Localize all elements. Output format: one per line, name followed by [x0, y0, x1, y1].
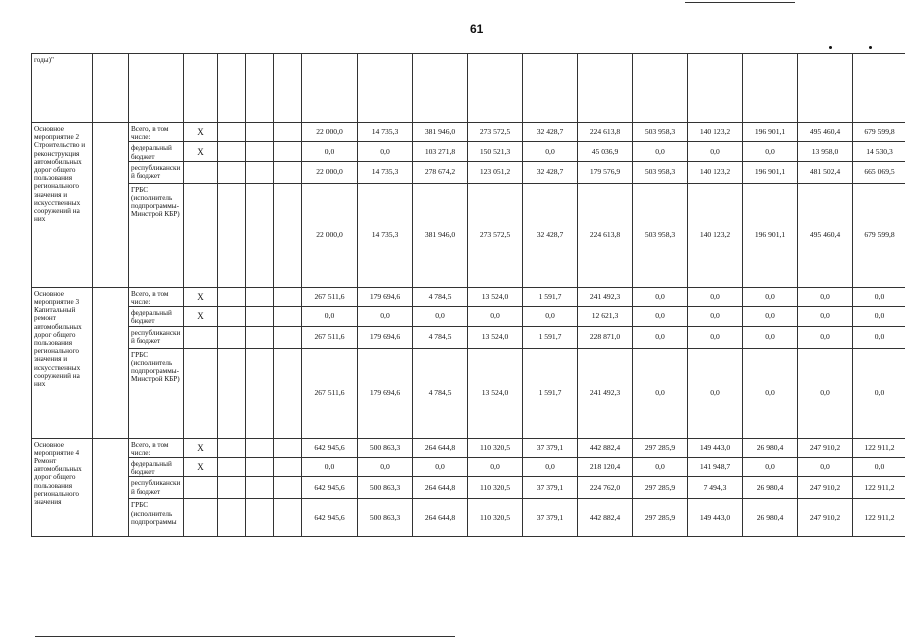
empty-cell [218, 438, 246, 457]
value-cell: 0,0 [633, 348, 688, 438]
x-mark [184, 477, 218, 499]
value-cell: 273 572,5 [468, 183, 523, 287]
value-cell: 442 882,4 [578, 499, 633, 537]
value-cell: 37 379,1 [523, 477, 578, 499]
page-number: 61 [470, 22, 484, 36]
value-cell: 149 443,0 [688, 438, 743, 457]
empty-cell [246, 142, 274, 161]
empty-cell [218, 307, 246, 326]
value-cell: 264 644,8 [413, 477, 468, 499]
value-cell: 4 784,5 [413, 326, 468, 348]
value-cell: 495 460,4 [798, 183, 853, 287]
measure-name: Основное мероприятие 3 Капитальный ремонт автомобильных дорог общего пользования регионального значения и искусственных сооружений на них [32, 287, 93, 438]
measure-name: Основное мероприятие 2 Строительство и реконструкция автомобильных дорог общего пользования регионального значения и искусственных сооружений на них [32, 123, 93, 288]
value-cell: 0,0 [743, 287, 798, 306]
value-cell: 141 948,7 [688, 458, 743, 477]
value-cell: 247 910,2 [798, 499, 853, 537]
value-cell: 264 644,8 [413, 499, 468, 537]
value-cell: 297 285,9 [633, 477, 688, 499]
empty-cell [218, 287, 246, 306]
value-cell: 0,0 [633, 326, 688, 348]
empty-cell [274, 183, 302, 287]
value-cell: 0,0 [853, 348, 905, 438]
scan-dot [869, 46, 872, 49]
empty-cell [274, 458, 302, 477]
value-cell: 37 379,1 [523, 499, 578, 537]
value-cell: 22 000,0 [302, 123, 358, 142]
value-cell: 140 123,2 [688, 183, 743, 287]
value-cell: 224 613,8 [578, 183, 633, 287]
x-mark [184, 499, 218, 537]
value-cell: 442 882,4 [578, 438, 633, 457]
value-cell: 0,0 [413, 307, 468, 326]
value-cell: 12 621,3 [578, 307, 633, 326]
empty-cell [246, 161, 274, 183]
value-cell: 218 120,4 [578, 458, 633, 477]
value-cell: 1 591,7 [523, 348, 578, 438]
empty-cell [218, 458, 246, 477]
table-row [32, 123, 905, 142]
x-mark: X [184, 438, 218, 457]
bottom-rule [35, 636, 455, 637]
value-cell: 0,0 [358, 142, 413, 161]
value-cell: 13 524,0 [468, 287, 523, 306]
value-cell: 0,0 [633, 458, 688, 477]
empty-cell [218, 123, 246, 142]
empty-cell [246, 123, 274, 142]
value-cell: 0,0 [633, 307, 688, 326]
funding-source: федеральный бюджет [129, 142, 184, 161]
value-cell: 45 036,9 [578, 142, 633, 161]
empty-cell [274, 499, 302, 537]
value-cell: 0,0 [523, 458, 578, 477]
value-cell: 297 285,9 [633, 499, 688, 537]
value-cell: 196 901,1 [743, 161, 798, 183]
value-cell: 224 762,0 [578, 477, 633, 499]
value-cell: 500 863,3 [358, 477, 413, 499]
value-cell: 103 271,8 [413, 142, 468, 161]
value-cell: 273 572,5 [468, 123, 523, 142]
value-cell: 32 428,7 [523, 183, 578, 287]
value-cell: 495 460,4 [798, 123, 853, 142]
value-cell: 196 901,1 [743, 123, 798, 142]
value-cell: 381 946,0 [413, 183, 468, 287]
x-mark [184, 348, 218, 438]
value-cell: 500 863,3 [358, 438, 413, 457]
measure-name: Основное мероприятие 4 Ремонт автомобильных дорог общего пользования регионального значения [32, 438, 93, 537]
value-cell: 140 123,2 [688, 161, 743, 183]
value-cell: 22 000,0 [302, 183, 358, 287]
value-cell: 0,0 [798, 287, 853, 306]
funding-source: республиканский бюджет [129, 326, 184, 348]
value-cell: 26 980,4 [743, 438, 798, 457]
empty-cell [246, 287, 274, 306]
value-cell: 0,0 [688, 307, 743, 326]
value-cell: 0,0 [633, 142, 688, 161]
empty-cell [246, 458, 274, 477]
empty-cell [246, 438, 274, 457]
table-row [32, 499, 905, 537]
value-cell: 14 735,3 [358, 123, 413, 142]
continuation-row [32, 54, 905, 123]
value-cell: 179 694,6 [358, 348, 413, 438]
value-cell: 0,0 [743, 348, 798, 438]
empty-cell [274, 123, 302, 142]
value-cell: 122 911,2 [853, 499, 905, 537]
funding-source: федеральный бюджет [129, 307, 184, 326]
value-cell: 1 591,7 [523, 287, 578, 306]
value-cell: 0,0 [688, 326, 743, 348]
value-cell: 297 285,9 [633, 438, 688, 457]
funding-source: Всего, в том числе: [129, 438, 184, 457]
value-cell: 1 591,7 [523, 326, 578, 348]
value-cell: 13 524,0 [468, 326, 523, 348]
value-cell: 0,0 [853, 287, 905, 306]
value-cell: 0,0 [523, 142, 578, 161]
funding-source: ГРБС (исполнитель подпрограммы- Минстрой КБР) [129, 183, 184, 287]
value-cell: 0,0 [743, 326, 798, 348]
value-cell: 13 958,0 [798, 142, 853, 161]
empty-cell [93, 438, 129, 537]
funding-source: Всего, в том числе: [129, 287, 184, 306]
empty-cell [218, 477, 246, 499]
x-mark: X [184, 458, 218, 477]
empty-cell [246, 326, 274, 348]
empty-cell [93, 123, 129, 288]
value-cell: 0,0 [302, 458, 358, 477]
value-cell: 4 784,5 [413, 348, 468, 438]
value-cell: 0,0 [743, 458, 798, 477]
funding-source: Всего, в том числе: [129, 123, 184, 142]
empty-cell [218, 142, 246, 161]
value-cell: 14 735,3 [358, 183, 413, 287]
value-cell: 37 379,1 [523, 438, 578, 457]
value-cell: 0,0 [413, 458, 468, 477]
empty-cell [274, 161, 302, 183]
value-cell: 0,0 [302, 307, 358, 326]
value-cell: 0,0 [853, 307, 905, 326]
value-cell: 0,0 [798, 458, 853, 477]
table-row [32, 438, 905, 457]
value-cell: 267 511,6 [302, 287, 358, 306]
x-mark: X [184, 142, 218, 161]
scan-dot [829, 46, 832, 49]
funding-source: федеральный бюджет [129, 458, 184, 477]
value-cell: 503 958,3 [633, 123, 688, 142]
empty-cell [274, 348, 302, 438]
value-cell: 642 945,6 [302, 477, 358, 499]
empty-cell [274, 142, 302, 161]
value-cell: 110 320,5 [468, 438, 523, 457]
value-cell: 179 694,6 [358, 287, 413, 306]
value-cell: 149 443,0 [688, 499, 743, 537]
table-row [32, 161, 905, 183]
value-cell: 381 946,0 [413, 123, 468, 142]
value-cell: 241 492,3 [578, 348, 633, 438]
top-rule [685, 2, 795, 3]
value-cell: 247 910,2 [798, 477, 853, 499]
value-cell: 0,0 [302, 142, 358, 161]
funding-source: республиканский бюджет [129, 477, 184, 499]
funding-source: ГРБС (исполнитель подпрограммы [129, 499, 184, 537]
value-cell: 150 521,3 [468, 142, 523, 161]
value-cell: 679 599,8 [853, 183, 905, 287]
empty-cell [218, 326, 246, 348]
value-cell: 0,0 [798, 326, 853, 348]
value-cell: 228 871,0 [578, 326, 633, 348]
table-row [32, 326, 905, 348]
value-cell: 500 863,3 [358, 499, 413, 537]
x-mark [184, 183, 218, 287]
value-cell: 679 599,8 [853, 123, 905, 142]
budget-table [31, 53, 905, 537]
x-mark [184, 161, 218, 183]
table-row [32, 477, 905, 499]
value-cell: 110 320,5 [468, 499, 523, 537]
value-cell: 13 524,0 [468, 348, 523, 438]
empty-cell [246, 183, 274, 287]
value-cell: 122 911,2 [853, 477, 905, 499]
value-cell: 665 069,5 [853, 161, 905, 183]
funding-source: республиканский бюджет [129, 161, 184, 183]
value-cell: 0,0 [688, 287, 743, 306]
value-cell: 0,0 [358, 307, 413, 326]
value-cell: 0,0 [798, 348, 853, 438]
value-cell: 0,0 [743, 307, 798, 326]
table-row [32, 307, 905, 326]
x-mark: X [184, 307, 218, 326]
value-cell: 26 980,4 [743, 477, 798, 499]
value-cell: 122 911,2 [853, 438, 905, 457]
value-cell: 0,0 [743, 142, 798, 161]
value-cell: 0,0 [688, 348, 743, 438]
value-cell: 0,0 [523, 307, 578, 326]
value-cell: 14 530,3 [853, 142, 905, 161]
table-row [32, 348, 905, 438]
continuation-text: годы)" [32, 54, 93, 123]
value-cell: 4 784,5 [413, 287, 468, 306]
value-cell: 14 735,3 [358, 161, 413, 183]
value-cell: 264 644,8 [413, 438, 468, 457]
value-cell: 196 901,1 [743, 183, 798, 287]
value-cell: 0,0 [688, 142, 743, 161]
empty-cell [93, 287, 129, 438]
value-cell: 179 694,6 [358, 326, 413, 348]
empty-cell [246, 477, 274, 499]
x-mark: X [184, 123, 218, 142]
value-cell: 123 051,2 [468, 161, 523, 183]
table-row [32, 142, 905, 161]
value-cell: 110 320,5 [468, 477, 523, 499]
empty-cell [218, 161, 246, 183]
empty-cell [218, 183, 246, 287]
value-cell: 503 958,3 [633, 183, 688, 287]
empty-cell [274, 438, 302, 457]
value-cell: 0,0 [853, 458, 905, 477]
empty-cell [218, 499, 246, 537]
value-cell: 0,0 [468, 458, 523, 477]
empty-cell [246, 348, 274, 438]
value-cell: 503 958,3 [633, 161, 688, 183]
x-mark [184, 326, 218, 348]
value-cell: 0,0 [358, 458, 413, 477]
value-cell: 32 428,7 [523, 161, 578, 183]
value-cell: 0,0 [798, 307, 853, 326]
value-cell: 278 674,2 [413, 161, 468, 183]
value-cell: 241 492,3 [578, 287, 633, 306]
table-row [32, 458, 905, 477]
funding-source: ГРБС (исполнитель подпрограммы- Минстрой КБР) [129, 348, 184, 438]
table-row [32, 183, 905, 287]
empty-cell [274, 287, 302, 306]
value-cell: 22 000,0 [302, 161, 358, 183]
value-cell: 267 511,6 [302, 326, 358, 348]
empty-cell [274, 307, 302, 326]
value-cell: 481 502,4 [798, 161, 853, 183]
value-cell: 7 494,3 [688, 477, 743, 499]
empty-cell [274, 326, 302, 348]
value-cell: 642 945,6 [302, 438, 358, 457]
value-cell: 26 980,4 [743, 499, 798, 537]
value-cell: 179 576,9 [578, 161, 633, 183]
value-cell: 267 511,6 [302, 348, 358, 438]
x-mark: X [184, 287, 218, 306]
value-cell: 0,0 [468, 307, 523, 326]
empty-cell [246, 307, 274, 326]
table-row [32, 287, 905, 306]
value-cell: 642 945,6 [302, 499, 358, 537]
value-cell: 0,0 [633, 287, 688, 306]
empty-cell [218, 348, 246, 438]
value-cell: 224 613,8 [578, 123, 633, 142]
value-cell: 0,0 [853, 326, 905, 348]
empty-cell [274, 477, 302, 499]
value-cell: 32 428,7 [523, 123, 578, 142]
empty-cell [246, 499, 274, 537]
value-cell: 247 910,2 [798, 438, 853, 457]
value-cell: 140 123,2 [688, 123, 743, 142]
